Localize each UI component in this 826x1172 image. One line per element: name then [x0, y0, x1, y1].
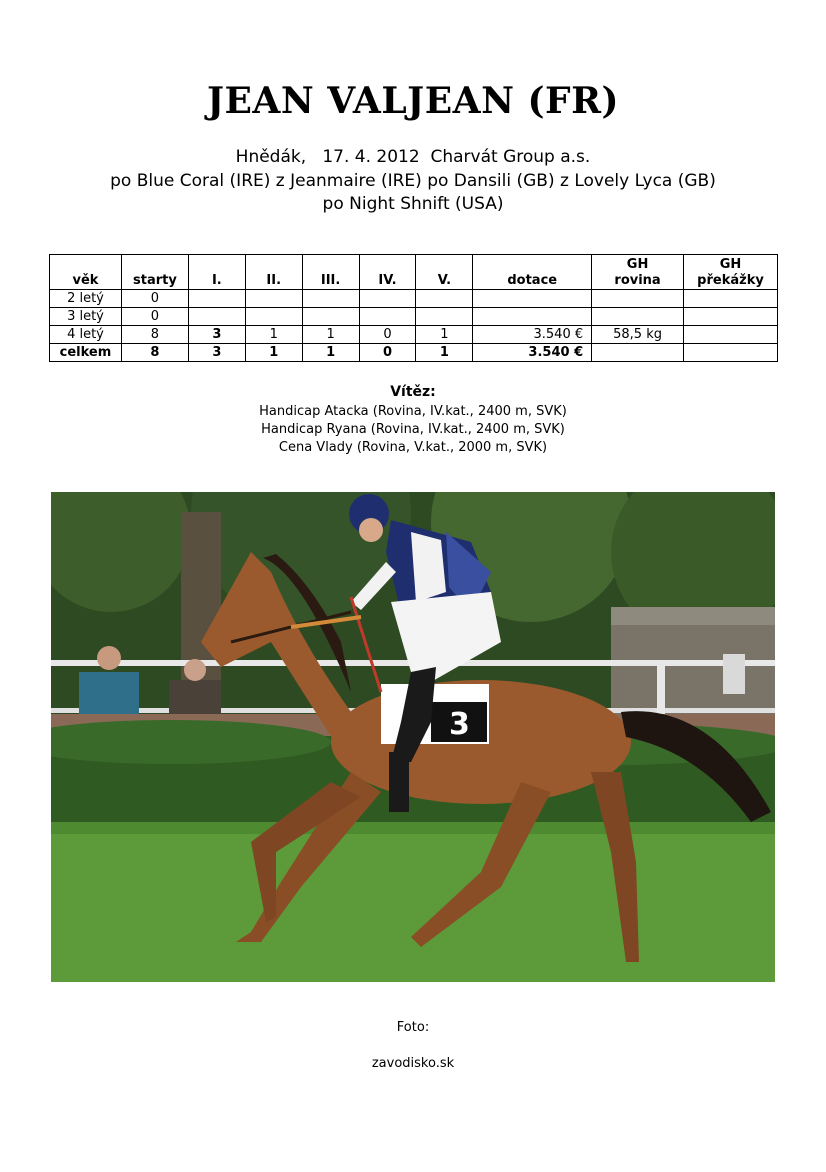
cell-first — [188, 290, 245, 308]
col-header-prize: dotace — [473, 255, 592, 290]
photo-credit-label: Foto: — [396, 1020, 430, 1035]
cell-total-first: 3 — [188, 344, 245, 362]
cell-total-second: 1 — [245, 344, 302, 362]
cell-first — [188, 308, 245, 326]
col-header-fourth: IV. — [359, 255, 416, 290]
cell-total-fourth: 0 — [359, 344, 416, 362]
cell-third: 1 — [302, 326, 359, 344]
col-header-handicap-jumps: GH překážky — [684, 255, 778, 290]
cell-fifth — [416, 308, 473, 326]
cell-total-label: celkem — [50, 344, 122, 362]
race-statistics-table — [49, 254, 778, 362]
horse-photo — [51, 492, 775, 982]
cell-total-fifth: 1 — [416, 344, 473, 362]
cell-starts: 8 — [121, 326, 188, 344]
cell-starts: 0 — [121, 290, 188, 308]
cell-second: 1 — [245, 326, 302, 344]
col-header-first: I. — [188, 255, 245, 290]
cell-prize — [473, 290, 592, 308]
cell-total-handicap-jumps — [684, 344, 778, 362]
table-row — [50, 308, 778, 326]
cell-fifth: 1 — [416, 326, 473, 344]
col-header-starts: starty — [121, 255, 188, 290]
cell-prize: 3.540 € — [473, 326, 592, 344]
table-row — [50, 326, 778, 344]
cell-total-starts: 8 — [121, 344, 188, 362]
cell-handicap-flat — [592, 308, 684, 326]
winner-race-1: Handicap Atacka (Rovina, IV.kat., 2400 m, SVK) — [259, 404, 567, 419]
cell-third — [302, 290, 359, 308]
cell-age: 2 letý — [50, 290, 122, 308]
col-header-second: II. — [245, 255, 302, 290]
table-header-row — [50, 255, 778, 290]
cell-fourth — [359, 308, 416, 326]
cell-handicap-flat: 58,5 kg — [592, 326, 684, 344]
cell-prize — [473, 308, 592, 326]
cell-fifth — [416, 290, 473, 308]
col-header-age: věk — [50, 255, 122, 290]
cell-handicap-jumps — [684, 290, 778, 308]
horse-pedigree-line-2: po Night Shnift (USA) — [322, 194, 504, 214]
cell-total-third: 1 — [302, 344, 359, 362]
cell-age: 3 letý — [50, 308, 122, 326]
table-total-row — [50, 344, 778, 362]
photo-credit-source: zavodisko.sk — [371, 1056, 455, 1071]
cell-starts: 0 — [121, 308, 188, 326]
cell-second — [245, 308, 302, 326]
cell-total-prize: 3.540 € — [473, 344, 592, 362]
cell-handicap-flat — [592, 290, 684, 308]
saddle-number: 3 — [449, 707, 470, 742]
col-header-third: III. — [302, 255, 359, 290]
winner-race-3: Cena Vlady (Rovina, V.kat., 2000 m, SVK) — [278, 440, 548, 455]
cell-third — [302, 308, 359, 326]
cell-first: 3 — [188, 326, 245, 344]
col-header-handicap-flat: GH rovina — [592, 255, 684, 290]
winner-race-2: Handicap Ryana (Rovina, IV.kat., 2400 m, SVK) — [261, 422, 565, 437]
cell-fourth: 0 — [359, 326, 416, 344]
winner-heading: Vítěz: — [390, 384, 436, 400]
table-row — [50, 290, 778, 308]
cell-fourth — [359, 290, 416, 308]
cell-total-handicap-flat — [592, 344, 684, 362]
horse-basic-info: Hnědák, 17. 4. 2012 Charvát Group a.s. — [235, 147, 591, 167]
cell-age: 4 letý — [50, 326, 122, 344]
cell-second — [245, 290, 302, 308]
horse-photo-illustration — [51, 492, 775, 982]
horse-pedigree-line: po Blue Coral (IRE) z Jeanmaire (IRE) po Dansili (GB) z Lovely Lyca (GB) — [110, 171, 716, 191]
col-header-fifth: V. — [416, 255, 473, 290]
horse-name-title: JEAN VALJEAN (FR) — [206, 80, 620, 122]
cell-handicap-jumps — [684, 326, 778, 344]
cell-handicap-jumps — [684, 308, 778, 326]
